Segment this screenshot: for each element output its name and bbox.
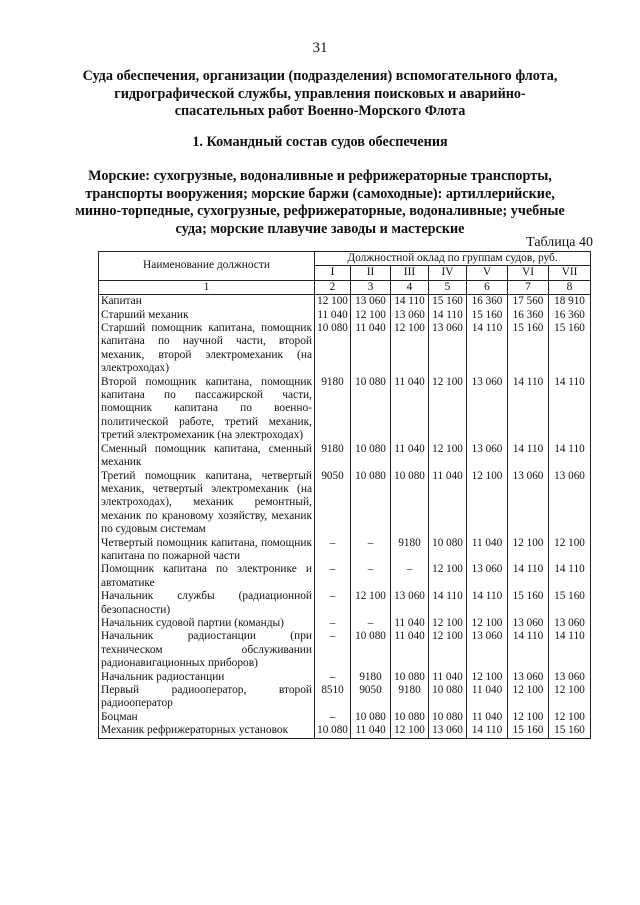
group-header: III bbox=[391, 266, 429, 280]
position-name: Начальник судовой партии (команды) bbox=[99, 617, 315, 630]
salary-value: 14 110 bbox=[429, 309, 467, 322]
position-name: Старший механик bbox=[99, 309, 315, 322]
salary-value: 9180 bbox=[351, 671, 391, 684]
salary-value: 12 100 bbox=[351, 590, 391, 617]
salary-value: 11 040 bbox=[391, 376, 429, 443]
salary-value: 13 060 bbox=[508, 671, 549, 684]
salary-value: 12 100 bbox=[429, 443, 467, 470]
salary-value: 15 160 bbox=[429, 295, 467, 309]
salary-value: 8510 bbox=[315, 684, 351, 711]
salary-value: 14 110 bbox=[508, 376, 549, 443]
group-header: VII bbox=[549, 266, 591, 280]
salary-value: 14 110 bbox=[549, 376, 591, 443]
position-name: Боцман bbox=[99, 711, 315, 724]
table-row bbox=[99, 322, 591, 376]
salary-value: 12 100 bbox=[467, 470, 508, 537]
salary-value: – bbox=[351, 537, 391, 564]
salary-value: 12 100 bbox=[351, 309, 391, 322]
table-row bbox=[99, 376, 591, 443]
table-row bbox=[99, 537, 591, 564]
column-number: 3 bbox=[351, 280, 391, 294]
table-body bbox=[99, 295, 591, 738]
salary-value: – bbox=[351, 617, 391, 630]
salary-value: 13 060 bbox=[549, 470, 591, 537]
column-number: 7 bbox=[508, 280, 549, 294]
salary-value: 13 060 bbox=[351, 295, 391, 309]
table-row bbox=[99, 590, 591, 617]
table-row bbox=[99, 617, 591, 630]
table-row bbox=[99, 671, 591, 684]
salary-value: 10 080 bbox=[429, 684, 467, 711]
salary-value: 12 100 bbox=[508, 684, 549, 711]
salary-value: 13 060 bbox=[391, 590, 429, 617]
table-caption: Таблица 40 bbox=[526, 235, 593, 250]
salary-value: – bbox=[315, 630, 351, 670]
salary-value: 10 080 bbox=[391, 470, 429, 537]
position-name: Механик рефрижераторных установок bbox=[99, 724, 315, 738]
salary-value: 13 060 bbox=[429, 724, 467, 738]
table-row bbox=[99, 711, 591, 724]
table-row bbox=[99, 309, 591, 322]
salary-value: 13 060 bbox=[391, 309, 429, 322]
salary-value: 10 080 bbox=[315, 724, 351, 738]
section-title: 1. Командный состав судов обеспечения bbox=[192, 134, 448, 150]
salary-value: 14 110 bbox=[467, 322, 508, 376]
salary-value: 14 110 bbox=[549, 563, 591, 590]
table-row bbox=[99, 563, 591, 590]
salary-value: 11 040 bbox=[391, 630, 429, 670]
salary-value: – bbox=[315, 537, 351, 564]
salary-value: 12 100 bbox=[467, 617, 508, 630]
salary-value: 13 060 bbox=[467, 630, 508, 670]
salary-value: 12 100 bbox=[549, 711, 591, 724]
salary-value: – bbox=[315, 617, 351, 630]
salary-value: 11 040 bbox=[429, 671, 467, 684]
salary-value: 18 910 bbox=[549, 295, 591, 309]
salary-value: 10 080 bbox=[351, 376, 391, 443]
position-name: Начальник радиостанции (при техническом обслуживании радионавигационных приборов) bbox=[99, 630, 315, 670]
salary-value: 9050 bbox=[315, 470, 351, 537]
page-number: 31 bbox=[312, 40, 328, 56]
salary-value: 10 080 bbox=[315, 322, 351, 376]
salary-value: 11 040 bbox=[391, 443, 429, 470]
salary-value: 13 060 bbox=[429, 322, 467, 376]
salary-value: 12 100 bbox=[429, 563, 467, 590]
salary-value: 10 080 bbox=[429, 711, 467, 724]
position-name: Начальник радиостанции bbox=[99, 671, 315, 684]
salary-value: 10 080 bbox=[351, 470, 391, 537]
salary-value: 15 160 bbox=[467, 309, 508, 322]
salary-table bbox=[98, 251, 591, 739]
salary-value: 14 110 bbox=[429, 590, 467, 617]
salary-value: 10 080 bbox=[351, 711, 391, 724]
group-header: II bbox=[351, 266, 391, 280]
salary-value: 14 110 bbox=[549, 630, 591, 670]
salary-value: 16 360 bbox=[467, 295, 508, 309]
salary-value: 13 060 bbox=[549, 671, 591, 684]
salary-value: 11 040 bbox=[467, 711, 508, 724]
salary-value: 12 100 bbox=[508, 537, 549, 564]
salary-value: 12 100 bbox=[549, 537, 591, 564]
salary-value: – bbox=[315, 671, 351, 684]
salary-value: 13 060 bbox=[467, 563, 508, 590]
salary-header: Должностной оклад по группам судов, руб. bbox=[315, 252, 591, 266]
column-number: 1 bbox=[99, 280, 315, 294]
salary-value: 9180 bbox=[315, 376, 351, 443]
position-name: Второй помощник капитана, помощник капитана по пассажирской части, помощник капитана по военно-политической работе, третий механик, третий электромеханик (на электроходах) bbox=[99, 376, 315, 443]
position-name: Четвертый помощник капитана, помощник капитана по пожарной части bbox=[99, 537, 315, 564]
salary-value: 12 100 bbox=[391, 322, 429, 376]
header-row bbox=[99, 252, 591, 266]
salary-value: 15 160 bbox=[508, 322, 549, 376]
salary-value: 11 040 bbox=[391, 617, 429, 630]
salary-value: 12 100 bbox=[429, 630, 467, 670]
salary-value: 13 060 bbox=[549, 617, 591, 630]
salary-value: 11 040 bbox=[351, 322, 391, 376]
column-number: 8 bbox=[549, 280, 591, 294]
salary-value: 12 100 bbox=[315, 295, 351, 309]
salary-value: 12 100 bbox=[391, 724, 429, 738]
column-number: 6 bbox=[467, 280, 508, 294]
salary-value: 13 060 bbox=[467, 376, 508, 443]
salary-value: 15 160 bbox=[549, 322, 591, 376]
salary-value: 15 160 bbox=[549, 724, 591, 738]
table-row bbox=[99, 443, 591, 470]
table-row bbox=[99, 724, 591, 738]
salary-value: 14 110 bbox=[508, 443, 549, 470]
salary-value: 9180 bbox=[391, 537, 429, 564]
salary-value: 16 360 bbox=[508, 309, 549, 322]
salary-value: 10 080 bbox=[391, 711, 429, 724]
salary-value: 15 160 bbox=[508, 590, 549, 617]
document-title: Суда обеспечения, организации (подразделения) вспомогательного флота, гидрографической службы, управления поисковых и аварийно-спасательных работ Военно-Морского Флота bbox=[82, 68, 558, 119]
salary-value: – bbox=[315, 563, 351, 590]
salary-value: 14 110 bbox=[549, 443, 591, 470]
group-header: I bbox=[315, 266, 351, 280]
salary-value: 12 100 bbox=[467, 671, 508, 684]
salary-value: 9050 bbox=[351, 684, 391, 711]
position-name: Начальник службы (радиационной безопасности) bbox=[99, 590, 315, 617]
salary-value: 12 100 bbox=[508, 711, 549, 724]
column-number: 4 bbox=[391, 280, 429, 294]
salary-value: 13 060 bbox=[508, 617, 549, 630]
salary-value: 10 080 bbox=[351, 630, 391, 670]
salary-value: 9180 bbox=[315, 443, 351, 470]
position-name: Первый радиооператор, второй радиооператор bbox=[99, 684, 315, 711]
table-row bbox=[99, 295, 591, 309]
position-name: Третий помощник капитана, четвертый механик, четвертый электромеханик (на электроходах), механик ремонтный, механик по крановому хозяйству, механик по судовым системам bbox=[99, 470, 315, 537]
table-row bbox=[99, 630, 591, 670]
column-number: 5 bbox=[429, 280, 467, 294]
group-header: VI bbox=[508, 266, 549, 280]
salary-value: 12 100 bbox=[549, 684, 591, 711]
table-row bbox=[99, 684, 591, 711]
salary-value: 11 040 bbox=[429, 470, 467, 537]
salary-value: 11 040 bbox=[351, 724, 391, 738]
salary-value: 9180 bbox=[391, 684, 429, 711]
salary-value: 14 110 bbox=[508, 630, 549, 670]
group-header: IV bbox=[429, 266, 467, 280]
position-name: Капитан bbox=[99, 295, 315, 309]
salary-value: 13 060 bbox=[508, 470, 549, 537]
salary-value: 17 560 bbox=[508, 295, 549, 309]
position-name: Помощник капитана по электронике и автоматике bbox=[99, 563, 315, 590]
salary-value: – bbox=[391, 563, 429, 590]
salary-value: 10 080 bbox=[351, 443, 391, 470]
salary-value: 14 110 bbox=[508, 563, 549, 590]
salary-value: 14 110 bbox=[467, 590, 508, 617]
salary-value: 11 040 bbox=[467, 537, 508, 564]
salary-value: 11 040 bbox=[467, 684, 508, 711]
salary-value: 15 160 bbox=[508, 724, 549, 738]
column-number-row bbox=[99, 280, 591, 294]
salary-value: 10 080 bbox=[429, 537, 467, 564]
salary-value: 13 060 bbox=[467, 443, 508, 470]
salary-value: 12 100 bbox=[429, 617, 467, 630]
position-name: Старший помощник капитана, помощник капитана по научной части, второй механик, второй электромеханик (на электроходах) bbox=[99, 322, 315, 376]
salary-value: 10 080 bbox=[391, 671, 429, 684]
group-header: V bbox=[467, 266, 508, 280]
vessel-category: Морские: сухогрузные, водоналивные и рефрижераторные транспорты, транспорты вооружения; морские баржи (самоходные): артиллерийские, минно-торпедные, сухогрузные, рефрижераторные, водоналивные; учебные суда; морские плавучие заводы и мастерские bbox=[75, 168, 565, 237]
salary-value: 14 110 bbox=[467, 724, 508, 738]
salary-value: 14 110 bbox=[391, 295, 429, 309]
salary-value: – bbox=[315, 590, 351, 617]
salary-value: – bbox=[351, 563, 391, 590]
salary-value: 15 160 bbox=[549, 590, 591, 617]
salary-value: – bbox=[315, 711, 351, 724]
position-name: Сменный помощник капитана, сменный механик bbox=[99, 443, 315, 470]
salary-value: 12 100 bbox=[429, 376, 467, 443]
position-name-header: Наименование должности bbox=[99, 252, 315, 281]
table-row bbox=[99, 470, 591, 537]
salary-value: 16 360 bbox=[549, 309, 591, 322]
salary-value: 11 040 bbox=[315, 309, 351, 322]
column-number: 2 bbox=[315, 280, 351, 294]
